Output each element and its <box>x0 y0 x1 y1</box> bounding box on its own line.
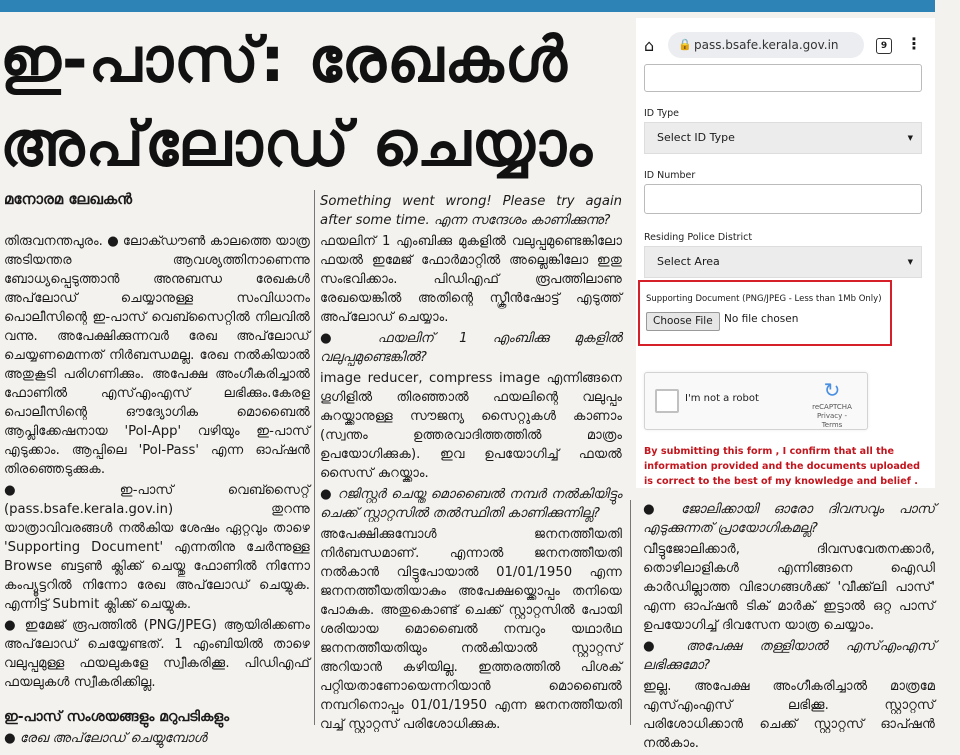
upload-label: Supporting Document (PNG/JPEG - Less than 1Mb Only) <box>646 294 882 304</box>
article-column-1 <box>4 232 310 750</box>
question: ● ജോലിക്കായി ഓരോ ദിവസവും പാസ് എടുക്കുന്നത് പ്രായോഗികമല്ല? <box>643 502 935 536</box>
recaptcha-widget <box>644 372 868 430</box>
id-number-label: ID Number <box>644 170 696 181</box>
article-column-3 <box>643 500 935 755</box>
captcha-checkbox[interactable] <box>655 389 679 413</box>
paragraph: ● ഇ-പാസ് വെബ്സൈറ്റ് (pass.bsafe.kerala.gov.in) തുറന്നു യാത്രാവിവരങ്ങൾ നൽകിയ ശേഷം ഏറ്റവും താഴെ 'Supporting Document' എന്നതിനു ചേർന്നുള്ള Browse ബട്ടൺ ക്ലിക്ക് ചെയ്തു ഫോണിൽ നിന്നോ കംപ്യൂട്ടറിൽ നിന്നോ രേഖ അപ്‌ലോഡ് ചെയ്യുക. എന്നിട്ട് Submit ക്ലിക്ക് ചെയ്യുക. <box>4 483 310 612</box>
browser-address-bar <box>636 18 935 70</box>
id-number-input[interactable] <box>644 184 922 214</box>
question: ● രേഖ അപ്‌ലോഡ് ചെയ്യുമ്പോൾ <box>4 731 207 746</box>
district-select[interactable] <box>644 246 922 278</box>
question: ● അപേക്ഷ തള്ളിയാൽ എസ്എംഎസ് ലഭിക്കുമോ? <box>643 639 935 673</box>
home-icon[interactable]: ⌂ <box>644 36 655 55</box>
previous-input-field[interactable] <box>644 64 922 92</box>
question: ● ഫയലിന് 1 എംബിക്കു മുകളിൽ വലുപ്പമുണ്ടെങ്കിൽ? <box>320 331 622 365</box>
no-file-text: No file chosen <box>724 313 799 325</box>
recaptcha-links[interactable]: Privacy - Terms <box>816 412 848 429</box>
captcha-text: I'm not a robot <box>685 393 759 404</box>
paragraph: image reducer, compress image എന്നിങ്ങനെ ഗൂഗിളിൽ തിരഞ്ഞാൽ ഫയലിന്റെ വലുപ്പം കുറയ്ക്കാനുള്ള സൗജന്യ സൈറ്റുകൾ കാണാം (സ്വന്തം ഉത്തരവാദിത്തത്തിൽ മാത്രം ഉപയോഗിക്കുക). ഇവ ഉപയോഗിച്ച് ഫയൽ സൈസ് കുറയ്ക്കാം. <box>320 371 622 481</box>
headline-line-2: അപ്‌ലോഡ് ചെയ്യാം <box>0 107 594 180</box>
more-menu-icon[interactable]: ⋮ <box>906 34 922 53</box>
url-field[interactable] <box>668 32 864 58</box>
paragraph: ● ഇമേജ് രൂപത്തിൽ (PNG/JPEG) ആയിരിക്കണം അപ്‌ലോഡ് ചെയ്യേണ്ടത്. 1 എംബിയിൽ താഴെ വലുപ്പമുള്ള ഫയലുകളേ സ്വീകരിക്കൂ. പിഡിഎഫ് ഫയലുകൾ സ്വീകരിക്കില്ല. <box>4 618 310 690</box>
id-type-select[interactable] <box>644 122 922 154</box>
column-divider <box>630 500 631 725</box>
lock-icon: 🔒 <box>678 38 692 51</box>
paragraph: ഫയലിന് 1 എംബിക്കു മുകളിൽ വലുപ്പമുണ്ടെങ്കിലോ ഫയൽ ഇമേജ് ഫോർമാറ്റിൽ അല്ലെങ്കിലോ ഇതു സംഭവിക്കാം. പിഡിഎഫ് രൂപത്തിലാണു രേഖയെങ്കിൽ അതിന്റെ സ്ക്രീൻഷോട്ട് എടുത്ത് അപ്‌ലോഡ് ചെയ്യാം. <box>320 234 622 325</box>
recaptcha-icon: ↻ <box>823 378 841 402</box>
recaptcha-name: reCAPTCHA <box>812 403 852 411</box>
district-label: Residing Police District <box>644 232 753 243</box>
question: ● റജിസ്റ്റർ ചെയ്ത മൊബൈൽ നമ്പർ നൽകിയിട്ടും ചെക്ക് സ്റ്റാറ്റസിൽ തൽസ്ഥിതി കാണിക്കുന്നില്ല? <box>320 487 622 521</box>
paragraph: തിരുവനന്തപുരം. ● ലോക്ഡൗൺ കാലത്തെ യാത്ര അടിയന്തര ആവശ്യത്തിനാണെന്നു ബോധ്യപ്പെടുത്താൻ അനുബന്ധ രേഖകൾ അപ്‌ലോഡ് ചെയ്യാനുള്ള സംവിധാനം പൊലീസിന്റെ ഇ-പാസ് വെബ്സൈറ്റിൽ നിലവിൽ വന്നു. അപേക്ഷിക്കുന്നവർ രേഖ അപ്‌ലോഡ് ചെയ്യണമെന്നത് നിർബന്ധമല്ല. രേഖ നൽകിയാൽ അതുകൂടി പരിഗണിക്കും. അപേക്ഷ അംഗീകരിച്ചാൽ ഫോണിൽ എസ്എംഎസ് ലഭിക്കും.കേരള പൊലീസിന്റെ ഔദ്യോഗിക മൊബൈൽ ആപ്ലിക്കേഷനായ 'Pol-App' വഴിയും ഇ-പാസ് എടുക്കാം. ആപ്പിലെ 'Pol-Pass' എന്ന ഓപ്ഷൻ തിരഞ്ഞെടുക്കുക. <box>4 234 310 477</box>
url-text: pass.bsafe.kerala.gov.in <box>694 38 839 52</box>
id-type-label: ID Type <box>644 108 679 119</box>
paragraph: അപേക്ഷിക്കുമ്പോൾ ജനനത്തീയതി നിർബന്ധമാണ്. എന്നാൽ ജനനത്തീയതി നൽകാൻ വിട്ടുപോയാൽ 01/01/1950 എന്ന ജനനത്തീയതിയാകും അപേക്ഷയ്ക്കൊപ്പം തനിയെ പോകുക. അതുകൊണ്ട് ചെക്ക് സ്റ്റാറ്റസിൽ പോയി ശരിയായ മൊബൈൽ നമ്പറും യഥാർഥ ജനനത്തീയതിയും നൽകിയാൽ സ്റ്റാറ്റസ് അറിയാൻ കഴിയില്ല. ഇത്തരത്തിൽ പിശക് പറ്റിയതാണോയെന്നറിയാൻ മൊബൈൽ നമ്പറിനൊപ്പം 01/01/1950 എന്ന ജനനത്തീയതി വച്ച് സ്റ്റാറ്റസ് പരിശോധിക്കുക. <box>320 527 622 732</box>
subheading: ഇ-പാസ് സംശയങ്ങളും മറുപടികളും <box>4 709 230 725</box>
dropdown-arrow-icon: ▼ <box>907 258 913 266</box>
recaptcha-brand <box>807 403 857 430</box>
paragraph: വീട്ടുജോലിക്കാർ, ദിവസവേതനക്കാർ, തൊഴിലാളികൾ എന്നിങ്ങനെ ഐഡി കാർഡില്ലാത്ത വിഭാഗങ്ങൾക്ക് 'വീക്ക്‌ലി പാസ്' എന്ന ഓപ്ഷൻ ടിക് മാർക് ഇട്ടാൽ ഒറ്റ പാസ് ഉപയോഗിച്ച് ദിവസേന യാത്ര ചെയ്യാം. <box>643 542 935 633</box>
column-divider <box>314 190 315 725</box>
paragraph: ഇല്ല. അപേക്ഷ അംഗീകരിച്ചാൽ മാത്രമേ എസ്എംഎസ് ലഭിക്കൂ. സ്റ്റാറ്റസ് പരിശോധിക്കാൻ ചെക്ക് സ്റ്റാറ്റസ് ഓപ്ഷൻ നൽകാം. <box>643 679 935 751</box>
consent-text: By submitting this form , I confirm that all the information provided and the documents uploaded is correct to the best of my knowledge and belief . <box>644 446 921 487</box>
question: Something went wrong! Please try again after some time. എന്ന സന്ദേശം കാണിക്കുന്നു? <box>320 194 622 228</box>
article-column-2 <box>320 192 622 736</box>
id-type-value: Select ID Type <box>657 131 735 144</box>
headline-line-1: ഇ-പാസ്: രേഖകൾ <box>0 23 568 96</box>
headline <box>0 18 625 186</box>
top-color-bar <box>0 0 935 12</box>
phone-screenshot <box>636 18 935 488</box>
choose-file-button[interactable]: Choose File <box>646 312 720 331</box>
byline: മനോരമ ലേഖകൻ <box>4 190 133 208</box>
supporting-document-highlight <box>638 280 892 346</box>
tab-count-icon[interactable]: 9 <box>876 38 892 54</box>
dropdown-arrow-icon: ▼ <box>907 134 913 142</box>
district-value: Select Area <box>657 255 720 268</box>
